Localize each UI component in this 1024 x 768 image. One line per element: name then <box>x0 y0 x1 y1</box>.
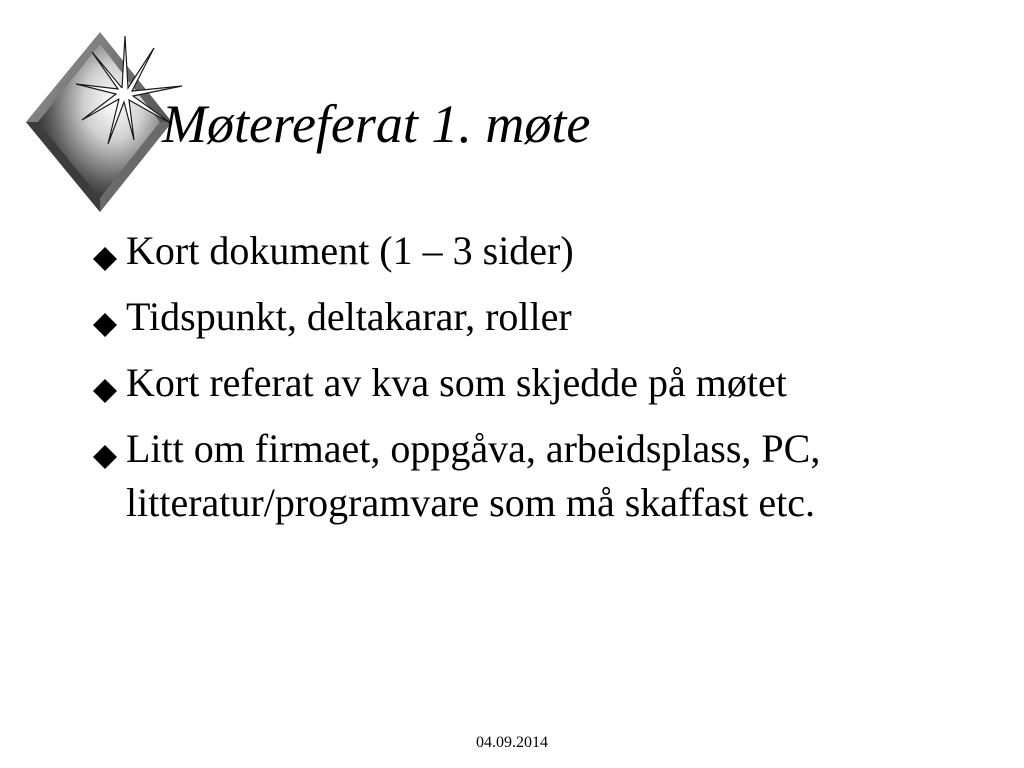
footer-date: 04.09.2014 <box>476 734 548 751</box>
list-item <box>88 290 968 344</box>
diamond-bullet-icon <box>92 246 118 272</box>
bullet-text: Tidspunkt, deltakarar, roller <box>126 294 572 339</box>
diamond-bullet-icon <box>92 378 118 404</box>
list-item <box>88 356 968 410</box>
slide-title: Møtereferat 1. møte <box>162 94 591 154</box>
bullet-text: Litt om firmaet, oppgåva, arbeidsplass, PC, litteratur/programvare som må skaffast etc. <box>126 426 821 525</box>
list-item <box>88 224 968 278</box>
bullet-text: Kort referat av kva som skjedde på møtet <box>126 360 787 405</box>
diamond-bullet-icon <box>92 444 118 470</box>
diamond-bullet-icon <box>92 312 118 338</box>
list-item <box>88 422 968 530</box>
bullet-list <box>88 224 968 542</box>
bullet-text: Kort dokument (1 – 3 sider) <box>126 228 574 273</box>
